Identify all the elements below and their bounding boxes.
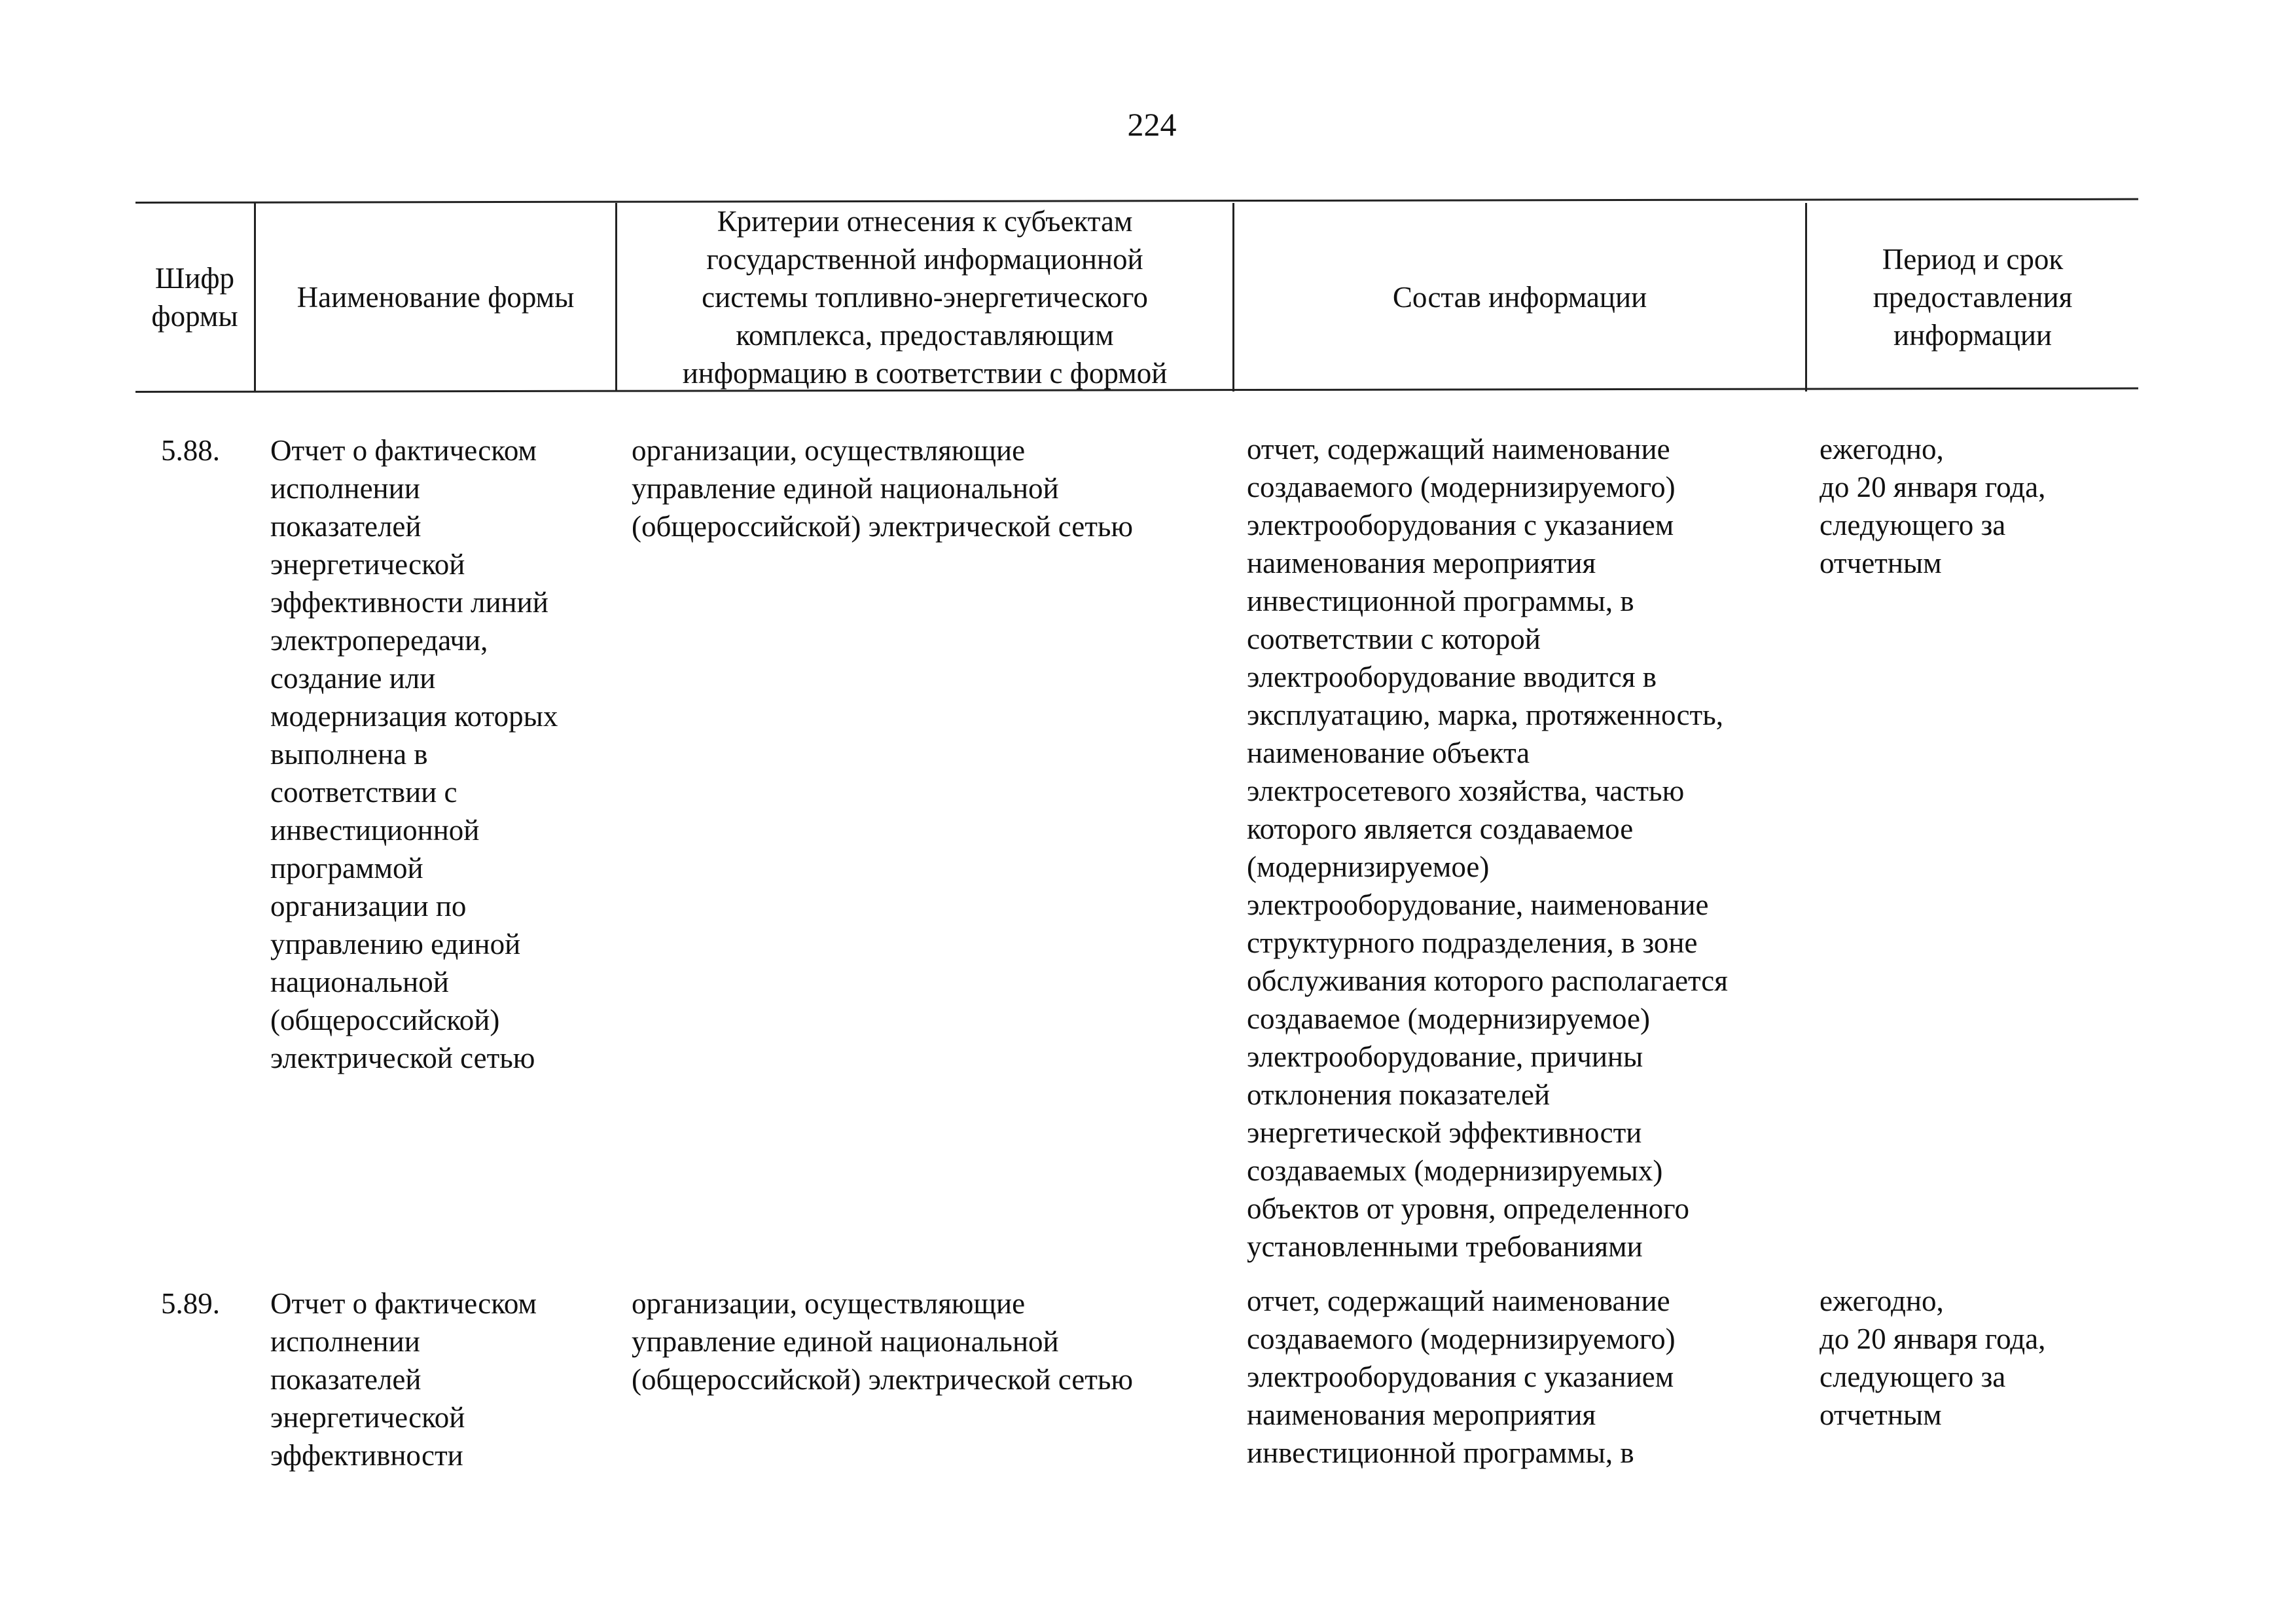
header-composition-label: Состав информации [1392,281,1647,314]
header-criteria-label: Критерии отнесения к субъектам государственной информационной системы топливно-энергетического комплекса, предоставляющим информацию в соответствии с формой [682,205,1168,390]
row-criteria: организации, осуществляющие управление единой национальной (общероссийской) электрической сетью [632,1287,1134,1396]
header-code-label: Шифр формы [151,262,238,333]
row-code: 5.88. [161,434,220,467]
page-number: 224 [1127,106,1177,143]
row-code: 5.89. [161,1287,220,1320]
row-composition: отчет, содержащий наименование создаваемого (модернизируемого) электрооборудования с указанием наименования мероприятия инвестиционной программы, в [1247,1285,1676,1469]
header-cell-criteria [617,203,1232,392]
header-cell-composition [1234,203,1805,392]
header-cell-code [135,203,254,392]
header-cell-name [256,203,615,392]
row-form-name: Отчет о фактическом исполнении показателей энергетической эффективности линий электропередачи, создание или модернизация которых выполнена в соответствии с инвестиционной программой организации по управлению единой национальной (общероссийской) электрической сетью [270,434,558,1074]
header-cell-period [1807,203,2138,392]
row-period: ежегодно, до 20 января года, следующего за отчетным [1820,433,2046,579]
header-name-label: Наименование формы [296,281,575,314]
header-period-label: Период и срок предоставления информации [1873,243,2073,352]
row-period: ежегодно, до 20 января года, следующего за отчетным [1820,1285,2046,1431]
row-criteria: организации, осуществляющие управление единой национальной (общероссийской) электрической сетью [632,434,1134,543]
row-form-name: Отчет о фактическом исполнении показателей энергетической эффективности [270,1287,537,1472]
row-composition: отчет, содержащий наименование создаваемого (модернизируемого) электрооборудования с указанием наименования мероприятия инвестиционной программы, в соответствии с которой электрооборудование вводится в эксплуатацию, марка, протяженность, наименование объекта электросетевого хозяйства, частью которого является создаваемое (модернизируемое) электрооборудование, наименование структурного подразделения, в зоне обслуживания которого располагается создаваемое (модернизируемое) электрооборудование, причины отклонения показателей энергетической эффективности создаваемых (модернизируемых) объектов от уровня, определенного установленными требованиями [1247,433,1728,1263]
